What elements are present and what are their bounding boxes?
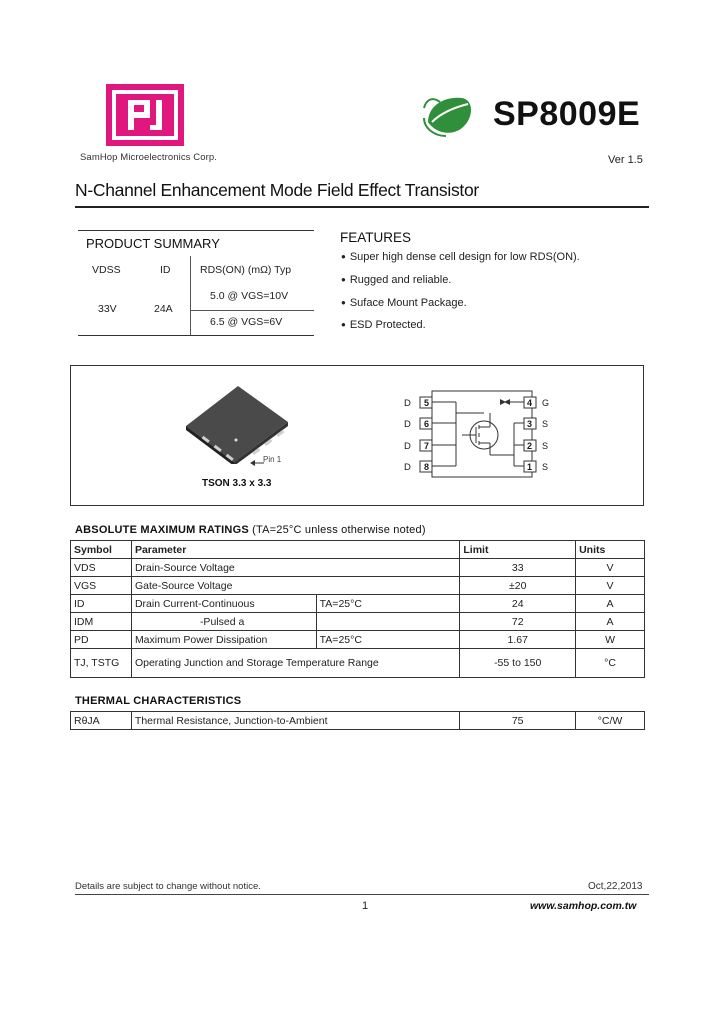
abs-max-condition: (TA=25°C unless otherwise noted) <box>252 524 426 536</box>
bullet-icon: ● <box>341 252 346 261</box>
pin-8-number: 8 <box>424 462 430 472</box>
pin-4-number: 4 <box>527 398 533 408</box>
row-parameter: Drain-Source Voltage <box>131 559 459 577</box>
row-parameter: Thermal Resistance, Junction-to-Ambient <box>131 712 459 730</box>
website-link[interactable]: www.samhop.com.tw <box>530 900 637 912</box>
abs-max-title <box>75 524 426 536</box>
bullet-icon: ● <box>341 275 346 284</box>
feature-text: Suface Mount Package. <box>349 297 467 309</box>
pin-s-label: S <box>542 441 549 451</box>
rds-row-2: 6.5 @ VGS=6V <box>210 316 283 328</box>
pin-d-label: D <box>404 462 411 473</box>
row-unit: V <box>576 577 645 595</box>
pin-2-number: 2 <box>527 441 533 451</box>
package-label: TSON 3.3 x 3.3 <box>202 478 272 489</box>
features-title: FEATURES <box>340 230 412 245</box>
summary-top-rule <box>78 230 314 231</box>
summary-bottom-rule <box>78 335 314 336</box>
table-row <box>71 649 645 678</box>
row-symbol: TJ, TSTG <box>71 649 132 678</box>
vdss-header: VDSS <box>92 264 121 276</box>
table-row <box>71 712 645 730</box>
row-symbol: VGS <box>71 577 132 595</box>
summary-divider <box>190 256 191 336</box>
feature-text: Super high dense cell design for low RDS(ON). <box>349 251 580 263</box>
row-parameter: Gate-Source Voltage <box>131 577 459 595</box>
header-parameter: Parameter <box>131 541 459 559</box>
pin-1-number: 1 <box>527 462 533 472</box>
version-label: Ver 1.5 <box>608 154 643 166</box>
abs-max-title-text: ABSOLUTE MAXIMUM RATINGS <box>75 524 249 536</box>
pin-d-label: D <box>404 441 411 452</box>
row-limit: 1.67 <box>460 631 576 649</box>
header-symbol: Symbol <box>71 541 132 559</box>
row-symbol: ID <box>71 595 132 613</box>
row-limit: 33 <box>460 559 576 577</box>
samhop-logo <box>106 84 184 146</box>
row-unit: A <box>576 595 645 613</box>
row-parameter: Drain Current-Continuous <box>131 595 316 613</box>
row-parameter: Maximum Power Dissipation <box>131 631 316 649</box>
pin-s-label: S <box>542 462 549 472</box>
rds-row-1: 5.0 @ VGS=10V <box>210 290 289 302</box>
pin1-arrow-icon <box>250 454 264 472</box>
row-condition <box>316 613 460 631</box>
row-limit: 72 <box>460 613 576 631</box>
thermal-title: THERMAL CHARACTERISTICS <box>75 695 242 707</box>
row-unit: °C/W <box>576 712 645 730</box>
pin-6-number: 6 <box>424 419 430 429</box>
row-symbol: RθJA <box>71 712 132 730</box>
pin-g-label: G <box>542 398 550 408</box>
header-units: Units <box>576 541 645 559</box>
row-symbol: PD <box>71 631 132 649</box>
table-row <box>71 613 645 631</box>
page-number: 1 <box>362 900 369 912</box>
feature-text: Rugged and reliable. <box>349 274 452 286</box>
document-title: N-Channel Enhancement Mode Field Effect Transistor <box>75 180 479 200</box>
product-summary-title: PRODUCT SUMMARY <box>86 236 220 251</box>
row-unit: V <box>576 559 645 577</box>
footer-divider <box>75 894 649 895</box>
pin-5-number: 5 <box>424 398 430 408</box>
green-leaf-logo <box>422 92 476 138</box>
row-unit: °C <box>576 649 645 678</box>
row-unit: W <box>576 631 645 649</box>
footer-date: Oct,22,2013 <box>588 881 643 892</box>
feature-item <box>341 274 451 286</box>
row-unit: A <box>576 613 645 631</box>
vdss-value: 33V <box>98 303 117 315</box>
table-row <box>71 595 645 613</box>
feature-item <box>341 251 580 263</box>
product-summary-box <box>78 230 314 336</box>
row-condition: TA=25°C <box>316 631 460 649</box>
id-value: 24A <box>154 303 173 315</box>
feature-text: ESD Protected. <box>349 319 426 331</box>
summary-row-divider <box>190 310 314 311</box>
pin-d-label: D <box>404 419 411 430</box>
bullet-icon: ● <box>341 298 346 307</box>
header-limit: Limit <box>460 541 576 559</box>
feature-item <box>341 319 426 331</box>
feature-item <box>341 297 467 309</box>
table-header-row <box>71 541 645 559</box>
table-row <box>71 631 645 649</box>
id-header: ID <box>160 264 171 276</box>
title-divider <box>75 206 649 208</box>
row-symbol: VDS <box>71 559 132 577</box>
bullet-icon: ● <box>341 320 346 329</box>
pin-7-number: 7 <box>424 441 430 451</box>
abs-max-table <box>70 540 645 678</box>
row-symbol: IDM <box>71 613 132 631</box>
part-number: SP8009E <box>493 95 641 133</box>
company-name: SamHop Microelectronics Corp. <box>80 152 217 163</box>
row-condition: TA=25°C <box>316 595 460 613</box>
footer-disclaimer: Details are subject to change without notice. <box>75 881 261 892</box>
row-parameter: Operating Junction and Storage Temperature Range <box>131 649 459 678</box>
thermal-table <box>70 711 645 730</box>
table-row <box>71 559 645 577</box>
row-limit: 75 <box>460 712 576 730</box>
row-parameter: -Pulsed a <box>131 613 316 631</box>
rds-header: RDS(ON) (mΩ) Typ <box>200 264 292 276</box>
pin-s-label: S <box>542 419 549 429</box>
row-limit: -55 to 150 <box>460 649 576 678</box>
table-row <box>71 577 645 595</box>
pin-3-number: 3 <box>527 419 533 429</box>
pin-d-label: D <box>404 398 411 409</box>
row-limit: ±20 <box>460 577 576 595</box>
pin1-label: Pin 1 <box>263 455 282 464</box>
row-limit: 24 <box>460 595 576 613</box>
